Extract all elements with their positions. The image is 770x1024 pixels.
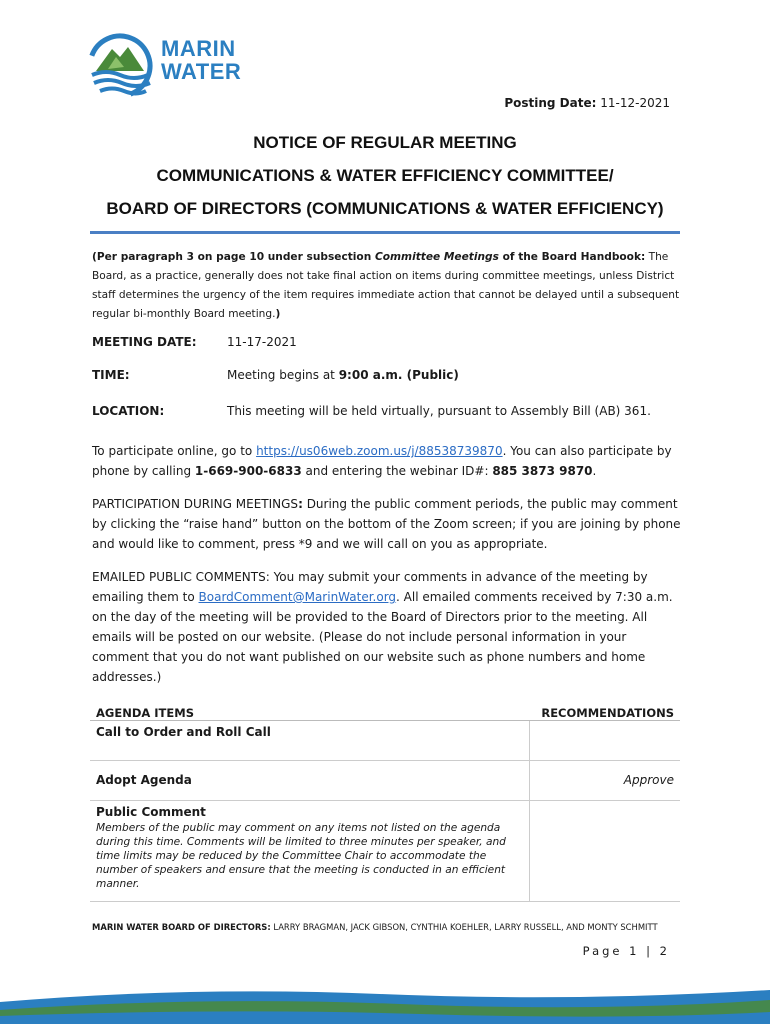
table-row xyxy=(90,721,680,761)
logo-line1: MARIN xyxy=(161,36,236,61)
board-members-footer xyxy=(92,922,692,932)
location-label: LOCATION: xyxy=(92,404,165,418)
participate-text1: To participate online, go to xyxy=(92,444,257,458)
participation-text: During the public comment periods, the public may comment by clicking the “raise hand” button on the bottom of the Zoom screen; if you are joining by phone and would like to comment, press *9 and we will call on you as appropriate. xyxy=(92,497,681,551)
emailed-comments-paragraph xyxy=(92,567,682,687)
agenda-item-recommendation: Approve xyxy=(530,761,681,801)
table-row xyxy=(90,801,680,902)
time-label: TIME: xyxy=(92,368,130,382)
posting-date-value: 11-12-2021 xyxy=(600,96,670,110)
participation-paragraph xyxy=(92,494,682,554)
participate-text4: . xyxy=(592,464,597,478)
agenda-item-cell xyxy=(90,721,530,761)
participation-label: PARTICIPATION DURING MEETINGS xyxy=(92,497,299,511)
agenda-item-description: Members of the public may comment on any items not listed on the agenda during this time. Comments will be limited to three minutes per speaker, and time limits may be reduced by the Committee Chair to accommodate the number of speakers and ensure that the meeting is conducted in an efficient manner. xyxy=(96,822,506,890)
agenda-item-title: Adopt Agenda xyxy=(96,773,192,787)
page-label: Page xyxy=(582,944,630,958)
board-label: MARIN WATER BOARD OF DIRECTORS: xyxy=(92,922,271,932)
time-prefix: Meeting begins at xyxy=(227,368,339,382)
agenda-table xyxy=(90,704,680,902)
marin-water-logo xyxy=(86,33,246,99)
meeting-date-value: 11-17-2021 xyxy=(227,335,297,349)
time-bold: 9:00 a.m. (Public) xyxy=(338,368,459,382)
emailed-text2: . All emailed comments received by 7:30 a.m. on the day of the meeting will be provided to the Board of Directors prior to the meeting. All emails will be posted on our website. (Please do not include personal information in your comment that you do not want published on our website such as phone numbers and home addresses.) xyxy=(92,590,673,684)
logo-mark-icon xyxy=(86,33,158,99)
location-value: This meeting will be held virtually, pursuant to Assembly Bill (AB) 361. xyxy=(227,404,651,418)
title-divider xyxy=(90,231,680,234)
title-line1: NOTICE OF REGULAR MEETING xyxy=(253,133,517,152)
agenda-header-row xyxy=(90,704,680,721)
page-separator: | xyxy=(639,944,660,958)
agenda-item-recommendation xyxy=(530,801,681,902)
page-current: 1 xyxy=(629,944,640,958)
agenda-item-cell xyxy=(90,801,530,902)
recommendations-header: RECOMMENDATIONS xyxy=(530,704,681,721)
agenda-item-recommendation xyxy=(530,721,681,761)
title-line2: COMMUNICATIONS & WATER EFFICIENCY COMMITTEE/ xyxy=(156,166,614,185)
posting-date-label: Posting Date: xyxy=(504,96,597,110)
note-close: ) xyxy=(275,308,281,320)
zoom-link[interactable]: https://us06web.zoom.us/j/88538739870 xyxy=(256,444,503,458)
page-number xyxy=(583,944,670,958)
note-open: (Per paragraph 3 on page 10 under subsection xyxy=(92,251,375,263)
meeting-date-label: MEETING DATE: xyxy=(92,335,197,349)
page-total: 2 xyxy=(659,944,670,958)
posting-date xyxy=(504,96,670,110)
phone-number: 1-669-900-6833 xyxy=(194,464,302,478)
agenda-item-cell xyxy=(90,761,530,801)
board-names: LARRY BRAGMAN, JACK GIBSON, CYNTHIA KOEHLER, LARRY RUSSELL, AND MONTY SCHMITT xyxy=(270,922,658,932)
agenda-item-title: Call to Order and Roll Call xyxy=(96,725,271,739)
participation-colon: : xyxy=(298,497,303,511)
title-line3: BOARD OF DIRECTORS (COMMUNICATIONS & WATER EFFICIENCY) xyxy=(106,199,664,218)
notice-title xyxy=(60,126,710,225)
agenda-item-title: Public Comment xyxy=(96,805,206,819)
participate-paragraph xyxy=(92,441,682,481)
note-body: The Board, as a practice, generally does not take final action on items during committee meetings, unless District staff determines the urgency of the item requires immediate action that cannot be delayed until a subsequent regular bi-monthly Board meeting. xyxy=(92,251,680,320)
webinar-id: 885 3873 9870 xyxy=(492,464,593,478)
agenda-items-header: AGENDA ITEMS xyxy=(90,704,530,721)
time-value xyxy=(227,368,459,382)
note-italic: Committee Meetings xyxy=(374,251,499,263)
table-row xyxy=(90,761,680,801)
note-mid: of the Board Handbook: xyxy=(498,251,646,263)
logo-wordmark xyxy=(161,37,241,83)
handbook-note xyxy=(92,248,682,324)
footer-wave-decoration xyxy=(0,972,770,1024)
participate-text2: . You can also participate by phone by calling xyxy=(92,444,672,478)
emailed-text1: EMAILED PUBLIC COMMENTS: You may submit your comments in advance of the meeting by emailing them to xyxy=(92,570,648,604)
participate-text3: and entering the webinar ID#: xyxy=(301,464,493,478)
comment-email-link[interactable]: BoardComment@MarinWater.org xyxy=(198,590,397,604)
logo-line2: WATER xyxy=(161,59,242,84)
